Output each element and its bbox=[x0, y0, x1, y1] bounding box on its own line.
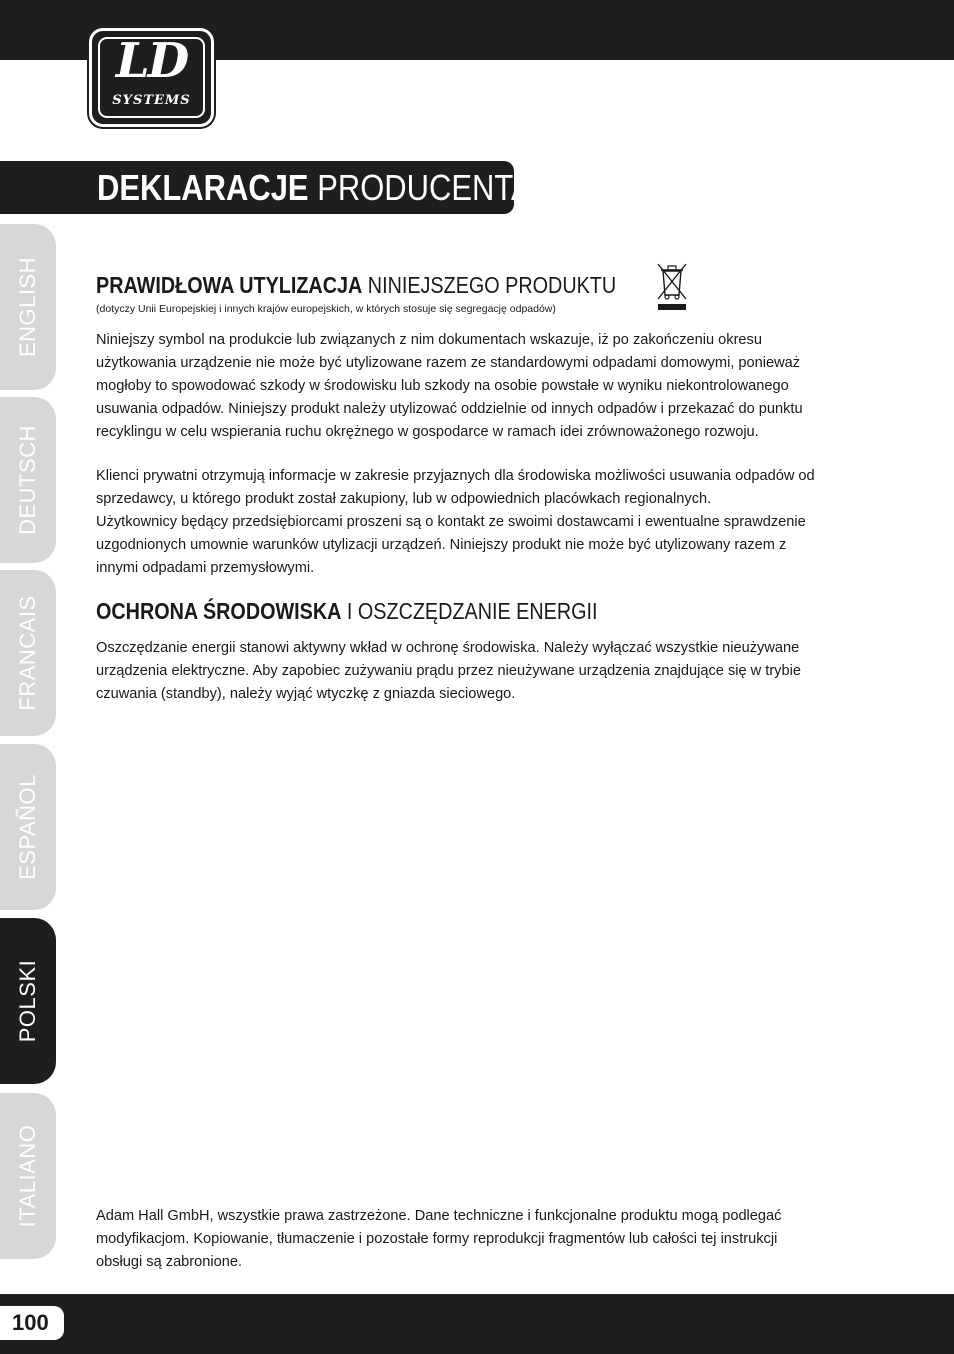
text-line: usuwania odpadów. Niniejszy produkt należy utylizować oddzielnie od innych odpadów i przekazać do punktu bbox=[96, 401, 803, 417]
tab-label: DEUTSCH bbox=[15, 425, 40, 535]
heading-regular: NINIEJSZEGO PRODUKTU bbox=[367, 272, 617, 298]
text-line: sprzedawcy, u którego produkt został zakupiony, lub w odpowiednich placówkach regionalnych. bbox=[96, 491, 712, 507]
text-line: obsługi są zabronione. bbox=[96, 1254, 243, 1270]
tab-italiano[interactable] bbox=[0, 1093, 56, 1259]
tab-label: ENGLISH bbox=[15, 256, 40, 358]
page-title bbox=[97, 169, 540, 207]
text-line: urządzenia elektryczne. Aby zapobiec zużywaniu prądu przez nieużywane urządzenia znajdujące się w trybie bbox=[96, 663, 801, 679]
text-line: Niniejszy symbol na produkcie lub związanych z nim dokumentach wskazuje, iż po zakończeniu okresu bbox=[96, 332, 762, 348]
text-line: Klienci prywatni otrzymują informacje w zakresie przyjaznych dla środowiska możliwości usuwania odpadów od bbox=[96, 468, 815, 484]
footer-bar bbox=[0, 1294, 954, 1354]
page-number: 100 bbox=[0, 1306, 64, 1340]
text-line: recyklingu w celu wspierania ruchu okrężnego w gospodarce w ramach idei zrównoważonego rozwoju. bbox=[96, 424, 759, 440]
heading-regular: I OSZCZĘDZANIE ENERGII bbox=[346, 598, 598, 624]
section-heading-environment bbox=[96, 598, 598, 624]
paragraph-environment bbox=[96, 637, 866, 706]
weee-crossed-bin-icon bbox=[655, 259, 689, 313]
tab-polski[interactable] bbox=[0, 918, 56, 1084]
text-line: Użytkownicy będący przedsiębiorcami proszeni są o kontakt ze swoimi dostawcami i ewentualne sprawdzenie bbox=[96, 514, 806, 530]
logo-main-text: LD bbox=[115, 33, 188, 89]
text-line: użytkowania urządzenie nie może być utylizowane razem ze standardowymi odpadami domowymi, ponieważ bbox=[96, 355, 801, 371]
text-line: mogłoby to spowodować szkody w środowisku lub szkody na osobie powstałe w wyniku niekontrolowanego bbox=[96, 378, 789, 394]
copyright-notice bbox=[96, 1205, 866, 1274]
tab-label: ITALIANO bbox=[15, 1124, 40, 1228]
text-line: Adam Hall GmbH, wszystkie prawa zastrzeżone. Dane techniczne i funkcjonalne produktu mogą podlegać bbox=[96, 1208, 782, 1224]
tab-label: FRANCAIS bbox=[15, 595, 40, 711]
heading-bold: OCHRONA ŚRODOWISKA bbox=[96, 598, 342, 624]
text-line: czuwania (standby), należy wyjąć wtyczkę z gniazda sieciowego. bbox=[96, 686, 516, 702]
heading-bold: PRAWIDŁOWA UTYLIZACJA bbox=[96, 272, 363, 298]
tab-francais[interactable] bbox=[0, 570, 56, 736]
text-line: Oszczędzanie energii stanowi aktywny wkład w ochronę środowiska. Należy wyłączać wszystkie nieużywane bbox=[96, 640, 800, 656]
tab-label: POLSKI bbox=[15, 959, 40, 1043]
text-line: modyfikacjom. Kopiowanie, tłumaczenie i pozostałe formy reprodukcji fragmentów lub całości tej instrukcji bbox=[96, 1231, 778, 1247]
text-line: uzgodnionych umownie warunków utylizacji urządzeń. Niniejszy produkt nie może być utylizowany razem z bbox=[96, 537, 787, 553]
logo-sub-text: SYSTEMS bbox=[112, 93, 191, 108]
paragraph-disposal-1 bbox=[96, 329, 866, 444]
tab-deutsch[interactable] bbox=[0, 397, 56, 563]
ld-systems-logo bbox=[89, 28, 214, 127]
page-title-regular: PRODUCENTA: bbox=[317, 167, 541, 208]
tab-english[interactable] bbox=[0, 224, 56, 390]
title-banner bbox=[0, 161, 541, 214]
tab-label: ESPAÑOL bbox=[15, 774, 40, 880]
page-title-bold: DEKLARACJE bbox=[97, 167, 309, 208]
text-line: innymi odpadami przemysłowymi. bbox=[96, 560, 315, 576]
paragraph-disposal-2 bbox=[96, 465, 866, 580]
tab-espanol[interactable] bbox=[0, 744, 56, 910]
subnote: (dotyczy Unii Europejskiej i innych krajów europejskich, w których stosuje się segregację odpadów) bbox=[96, 303, 556, 315]
section-heading-disposal bbox=[96, 272, 616, 298]
